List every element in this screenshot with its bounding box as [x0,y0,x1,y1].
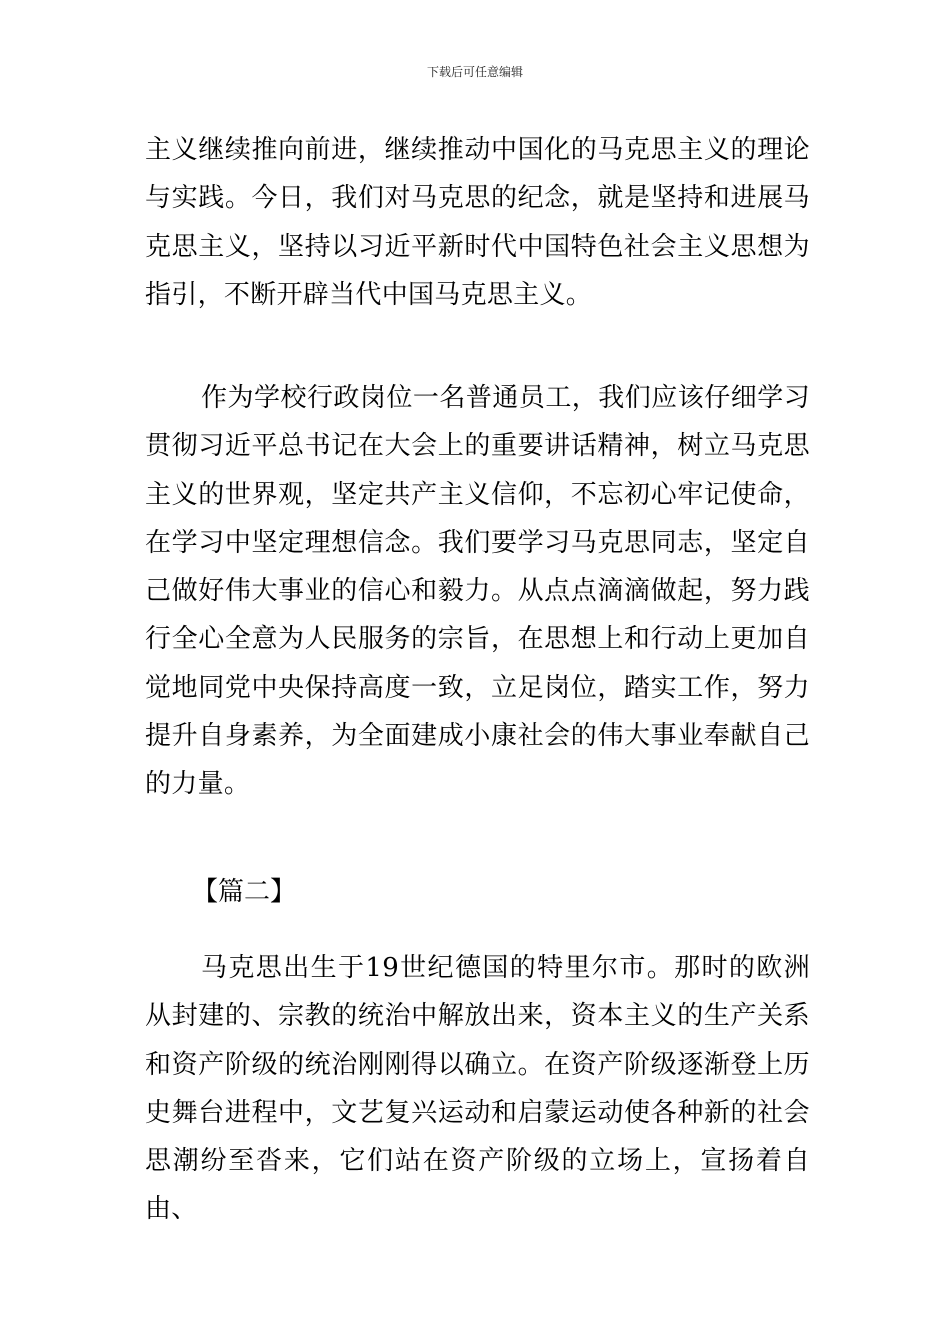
body-paragraph: 主义继续推向前进，继续推动中国化的马克思主义的理论与实践。今日，我们对马克思的纪念，就是坚持和进展马克思主义，坚持以习近平新时代中国特色社会主义思想为指引，不断开辟当代中国马克思主义。 [145,135,810,310]
body-paragraph: 作为学校行政岗位一名普通员工，我们应该仔细学习贯彻习近平总书记在大会上的重要讲话精神，树立马克思主义的世界观，坚定共产主义信仰，不忘初心牢记使命，在学习中坚定理想信念。我们要学习马克思同志，坚定自己做好伟大事业的信心和毅力。从点点滴滴做起，努力践行全心全意为人民服务的宗旨，在思想上和行动上更加自觉地同党中央保持高度一致，立足岗位，踏实工作，努力提升自身素养，为全面建成小康社会的伟大事业奉献自己的力量。 [145,383,810,800]
body-paragraph: 马克思出生于19世纪德国的特里尔市。那时的欧洲从封建的、宗教的统治中解放出来，资本主义的生产关系和资产阶级的统治刚刚得以确立。在资产阶级逐渐登上历史舞台进程中，文艺复兴运动和启蒙运动使各种新的社会思潮纷至沓来，它们站在资产阶级的立场上，宣扬着自由、 [145,953,810,1225]
header-note: 下载后可任意编辑 [426,65,523,79]
section-heading: 【篇二】 [192,877,297,907]
